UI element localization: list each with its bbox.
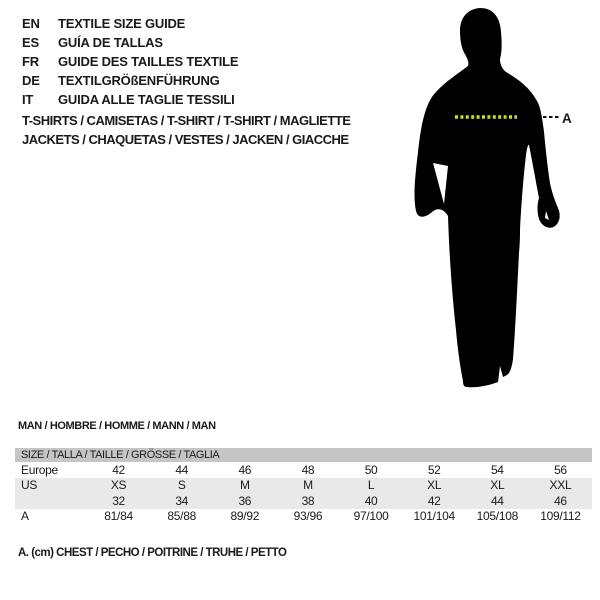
size-cell: 54 [490,462,504,477]
language-list [22,14,238,109]
size-cell: XL [490,478,505,493]
table-row-chest-cm [15,509,592,525]
size-cell: XL [427,478,442,493]
size-cell: 48 [301,462,315,477]
size-cell: 50 [364,462,378,477]
language-title: GUIDE DES TAILLES TEXTILE [58,54,239,69]
language-row-en [22,14,238,33]
size-cell: 81/84 [104,509,133,524]
measurement-footnote: A. (cm) CHEST / PECHO / POITRINE / TRUHE / PETTO [18,547,287,559]
language-title: GUIDA ALLE TAGLIE TESSILI [58,92,235,107]
size-cell: 105/108 [476,509,518,524]
row-label: A [21,509,29,524]
size-cell: 93/96 [293,509,323,524]
size-cell: 52 [427,462,441,477]
size-cell: S [177,478,186,493]
size-cell: 40 [364,493,378,508]
size-table [15,448,592,524]
size-cell: 85/88 [167,509,196,524]
language-row-es [22,33,238,52]
size-cell: 38 [301,493,315,508]
table-row-us [15,478,592,494]
size-cell: 34 [175,493,189,508]
size-cell: XXL [549,478,572,493]
size-cell: 32 [112,493,125,508]
category-jackets: JACKETS / CHAQUETAS / VESTES / JACKEN / GIACCHE [22,131,349,147]
size-cell: 44 [490,493,504,508]
language-row-it [22,90,238,109]
size-cell: 109/112 [540,509,581,524]
measure-label-a: A [562,111,572,126]
row-label: Europe [21,462,58,477]
language-row-de [22,71,238,90]
size-cell: 36 [238,493,252,508]
size-table-header: SIZE / TALLA / TAILLE / GRÖSSE / TAGLIA [15,448,592,462]
language-title: TEXTILGRÖßENFÜHRUNG [58,73,220,88]
language-code: DE [22,73,40,88]
size-cell: 44 [175,462,189,477]
size-cell: M [303,478,313,493]
size-cell: L [367,478,375,493]
size-cell: 42 [112,462,125,477]
language-code: FR [22,54,39,69]
size-cell: 42 [427,493,441,508]
size-cell: 56 [554,462,567,477]
size-cell: 46 [554,493,567,508]
table-row-europe [15,462,592,478]
language-code: IT [22,92,34,107]
measurement-figure [405,5,575,395]
size-cell: M [239,478,250,493]
size-cell: 97/100 [353,509,389,524]
garment-categories [22,112,350,149]
size-cell: 101/104 [413,509,455,524]
language-title: TEXTILE SIZE GUIDE [58,16,186,31]
table-row-us-numeric [15,493,592,509]
size-cell: 89/92 [230,509,260,524]
size-cell: 46 [238,462,252,477]
section-title-man: MAN / HOMBRE / HOMME / MANN / MAN [18,420,216,432]
row-label: US [21,478,38,493]
man-silhouette [405,5,575,395]
language-title: GUÍA DE TALLAS [58,35,163,50]
language-row-fr [22,52,238,71]
category-tshirts: T-SHIRTS / CAMISETAS / T-SHIRT / T-SHIRT / MAGLIETTE [22,113,351,128]
size-cell: XS [110,478,127,493]
language-code: ES [22,35,39,50]
language-code: EN [22,16,40,31]
